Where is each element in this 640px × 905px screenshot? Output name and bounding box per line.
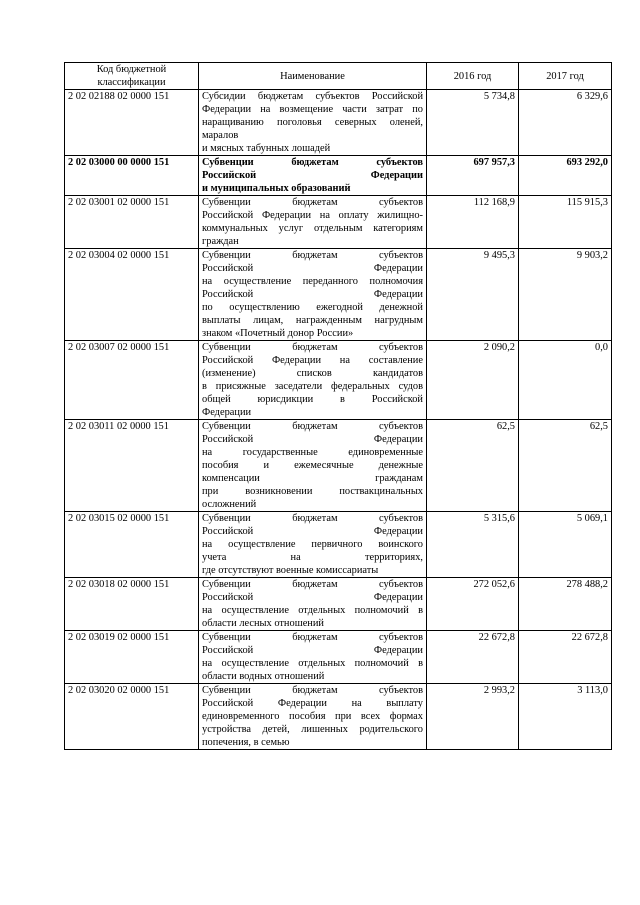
amount-2016: 2 090,2 [427, 341, 519, 420]
table-row [65, 341, 612, 420]
table-row [65, 90, 612, 156]
item-name-line: в присяжные заседатели федеральных судов [202, 381, 423, 392]
header-2016: 2016 год [427, 63, 519, 90]
item-name-line: и муниципальных образований [202, 183, 351, 194]
amount-2017: 9 903,2 [519, 249, 612, 341]
budget-code: 2 02 03000 00 0000 151 [65, 156, 199, 196]
item-name-line: выплаты лицам, награжденным нагрудным [202, 315, 423, 326]
item-name-line: области лесных отношений [202, 618, 324, 629]
item-name-line: граждан [202, 236, 239, 247]
table-row [65, 684, 612, 750]
item-name-line: где отсутствуют военные комиссариаты [202, 565, 379, 576]
budget-code: 2 02 03020 02 0000 151 [65, 684, 199, 750]
item-name-line: Субвенции бюджетам субъектов [202, 421, 423, 432]
item-name-line: области водных отношений [202, 671, 325, 682]
item-name-line: по осуществлению ежегодной денежной [202, 302, 423, 313]
item-name-line: коммунальных услуг отдельным категориям [202, 223, 423, 234]
table-row [65, 156, 612, 196]
amount-2016: 22 672,8 [427, 631, 519, 684]
header-name: Наименование [199, 63, 427, 90]
amount-2017: 6 329,6 [519, 90, 612, 156]
item-name-line: на государственные единовременные [202, 447, 423, 458]
item-name-line: Федерации [202, 407, 252, 418]
table-row [65, 512, 612, 578]
table-body [65, 90, 612, 750]
item-name-line: Российской Федерации на составление [202, 355, 423, 366]
item-name-line: Российской Федерации [202, 263, 423, 274]
item-name-line: Российской Федерации на выплату [202, 698, 423, 709]
budget-code: 2 02 02188 02 0000 151 [65, 90, 199, 156]
item-name-line: Субвенции бюджетам субъектов [202, 157, 423, 168]
item-name-line: на осуществление первичного воинского [202, 539, 423, 550]
item-name-line: (изменение) списков кандидатов [202, 368, 423, 379]
item-name-line: пособия и ежемесячные денежные [202, 460, 423, 471]
item-name-line: Федерации на возмещение части затрат по [202, 104, 423, 115]
budget-code: 2 02 03011 02 0000 151 [65, 420, 199, 512]
item-name-line: наращиванию поголовья северных оленей, [202, 117, 423, 128]
amount-2016: 5 315,6 [427, 512, 519, 578]
item-name-line: и мясных табунных лошадей [202, 143, 331, 154]
item-name-line: на осуществление отдельных полномочий в [202, 605, 423, 616]
item-name [199, 684, 427, 750]
item-name-line: компенсации гражданам [202, 473, 423, 484]
amount-2017: 0,0 [519, 341, 612, 420]
amount-2016: 2 993,2 [427, 684, 519, 750]
item-name [199, 90, 427, 156]
table-row [65, 578, 612, 631]
item-name-line: учета на территориях, [202, 552, 423, 563]
amount-2016: 272 052,6 [427, 578, 519, 631]
item-name-line: осложнений [202, 499, 257, 510]
item-name-line: попечения, в семью [202, 737, 290, 748]
item-name [199, 156, 427, 196]
item-name-line: знаком «Почетный донор России» [202, 328, 354, 339]
budget-code: 2 02 03004 02 0000 151 [65, 249, 199, 341]
budget-code: 2 02 03019 02 0000 151 [65, 631, 199, 684]
amount-2016: 9 495,3 [427, 249, 519, 341]
table-row [65, 249, 612, 341]
table-row [65, 196, 612, 249]
item-name [199, 420, 427, 512]
amount-2017: 278 488,2 [519, 578, 612, 631]
budget-code: 2 02 03001 02 0000 151 [65, 196, 199, 249]
item-name-line: устройства детей, лишенных родительского [202, 724, 423, 735]
item-name-line: Российской Федерации [202, 170, 423, 181]
amount-2017: 5 069,1 [519, 512, 612, 578]
budget-code: 2 02 03018 02 0000 151 [65, 578, 199, 631]
amount-2017: 115 915,3 [519, 196, 612, 249]
item-name-line: Субвенции бюджетам субъектов [202, 342, 423, 353]
item-name-line: Субвенции бюджетам субъектов [202, 632, 423, 643]
item-name-line: Субвенции бюджетам субъектов [202, 250, 423, 261]
item-name [199, 196, 427, 249]
item-name-line: Российской Федерации на оплату жилищно- [202, 210, 423, 221]
item-name-line: Российской Федерации [202, 645, 423, 656]
budget-code: 2 02 03007 02 0000 151 [65, 341, 199, 420]
item-name-line: Российской Федерации [202, 526, 423, 537]
item-name-line: Субвенции бюджетам субъектов [202, 685, 423, 696]
item-name-line: Российской Федерации [202, 592, 423, 603]
item-name-line: на осуществление отдельных полномочий в [202, 658, 423, 669]
item-name [199, 341, 427, 420]
item-name [199, 249, 427, 341]
item-name [199, 631, 427, 684]
amount-2017: 3 113,0 [519, 684, 612, 750]
budget-table [64, 62, 612, 750]
item-name-line: Субсидии бюджетам субъектов Российской [202, 91, 423, 102]
item-name-line: единовременного пособия при всех формах [202, 711, 423, 722]
table-row [65, 631, 612, 684]
item-name-line: Субвенции бюджетам субъектов [202, 579, 423, 590]
item-name-line: Российской Федерации [202, 434, 423, 445]
item-name-line: маралов [202, 130, 239, 141]
table-row [65, 420, 612, 512]
item-name-line: Субвенции бюджетам субъектов [202, 513, 423, 524]
item-name-line: общей юрисдикции в Российской [202, 394, 423, 405]
item-name-line: Российской Федерации [202, 289, 423, 300]
item-name-line: на осуществление переданного полномочия [202, 276, 423, 287]
amount-2016: 112 168,9 [427, 196, 519, 249]
amount-2016: 5 734,8 [427, 90, 519, 156]
amount-2017: 62,5 [519, 420, 612, 512]
amount-2016: 697 957,3 [427, 156, 519, 196]
item-name [199, 512, 427, 578]
budget-code: 2 02 03015 02 0000 151 [65, 512, 199, 578]
item-name-line: Субвенции бюджетам субъектов [202, 197, 423, 208]
header-2017: 2017 год [519, 63, 612, 90]
item-name [199, 578, 427, 631]
table-header-row [65, 63, 612, 90]
header-code: Код бюджетной классификации [65, 63, 199, 90]
amount-2017: 693 292,0 [519, 156, 612, 196]
amount-2016: 62,5 [427, 420, 519, 512]
amount-2017: 22 672,8 [519, 631, 612, 684]
item-name-line: при возникновении поствакцинальных [202, 486, 423, 497]
